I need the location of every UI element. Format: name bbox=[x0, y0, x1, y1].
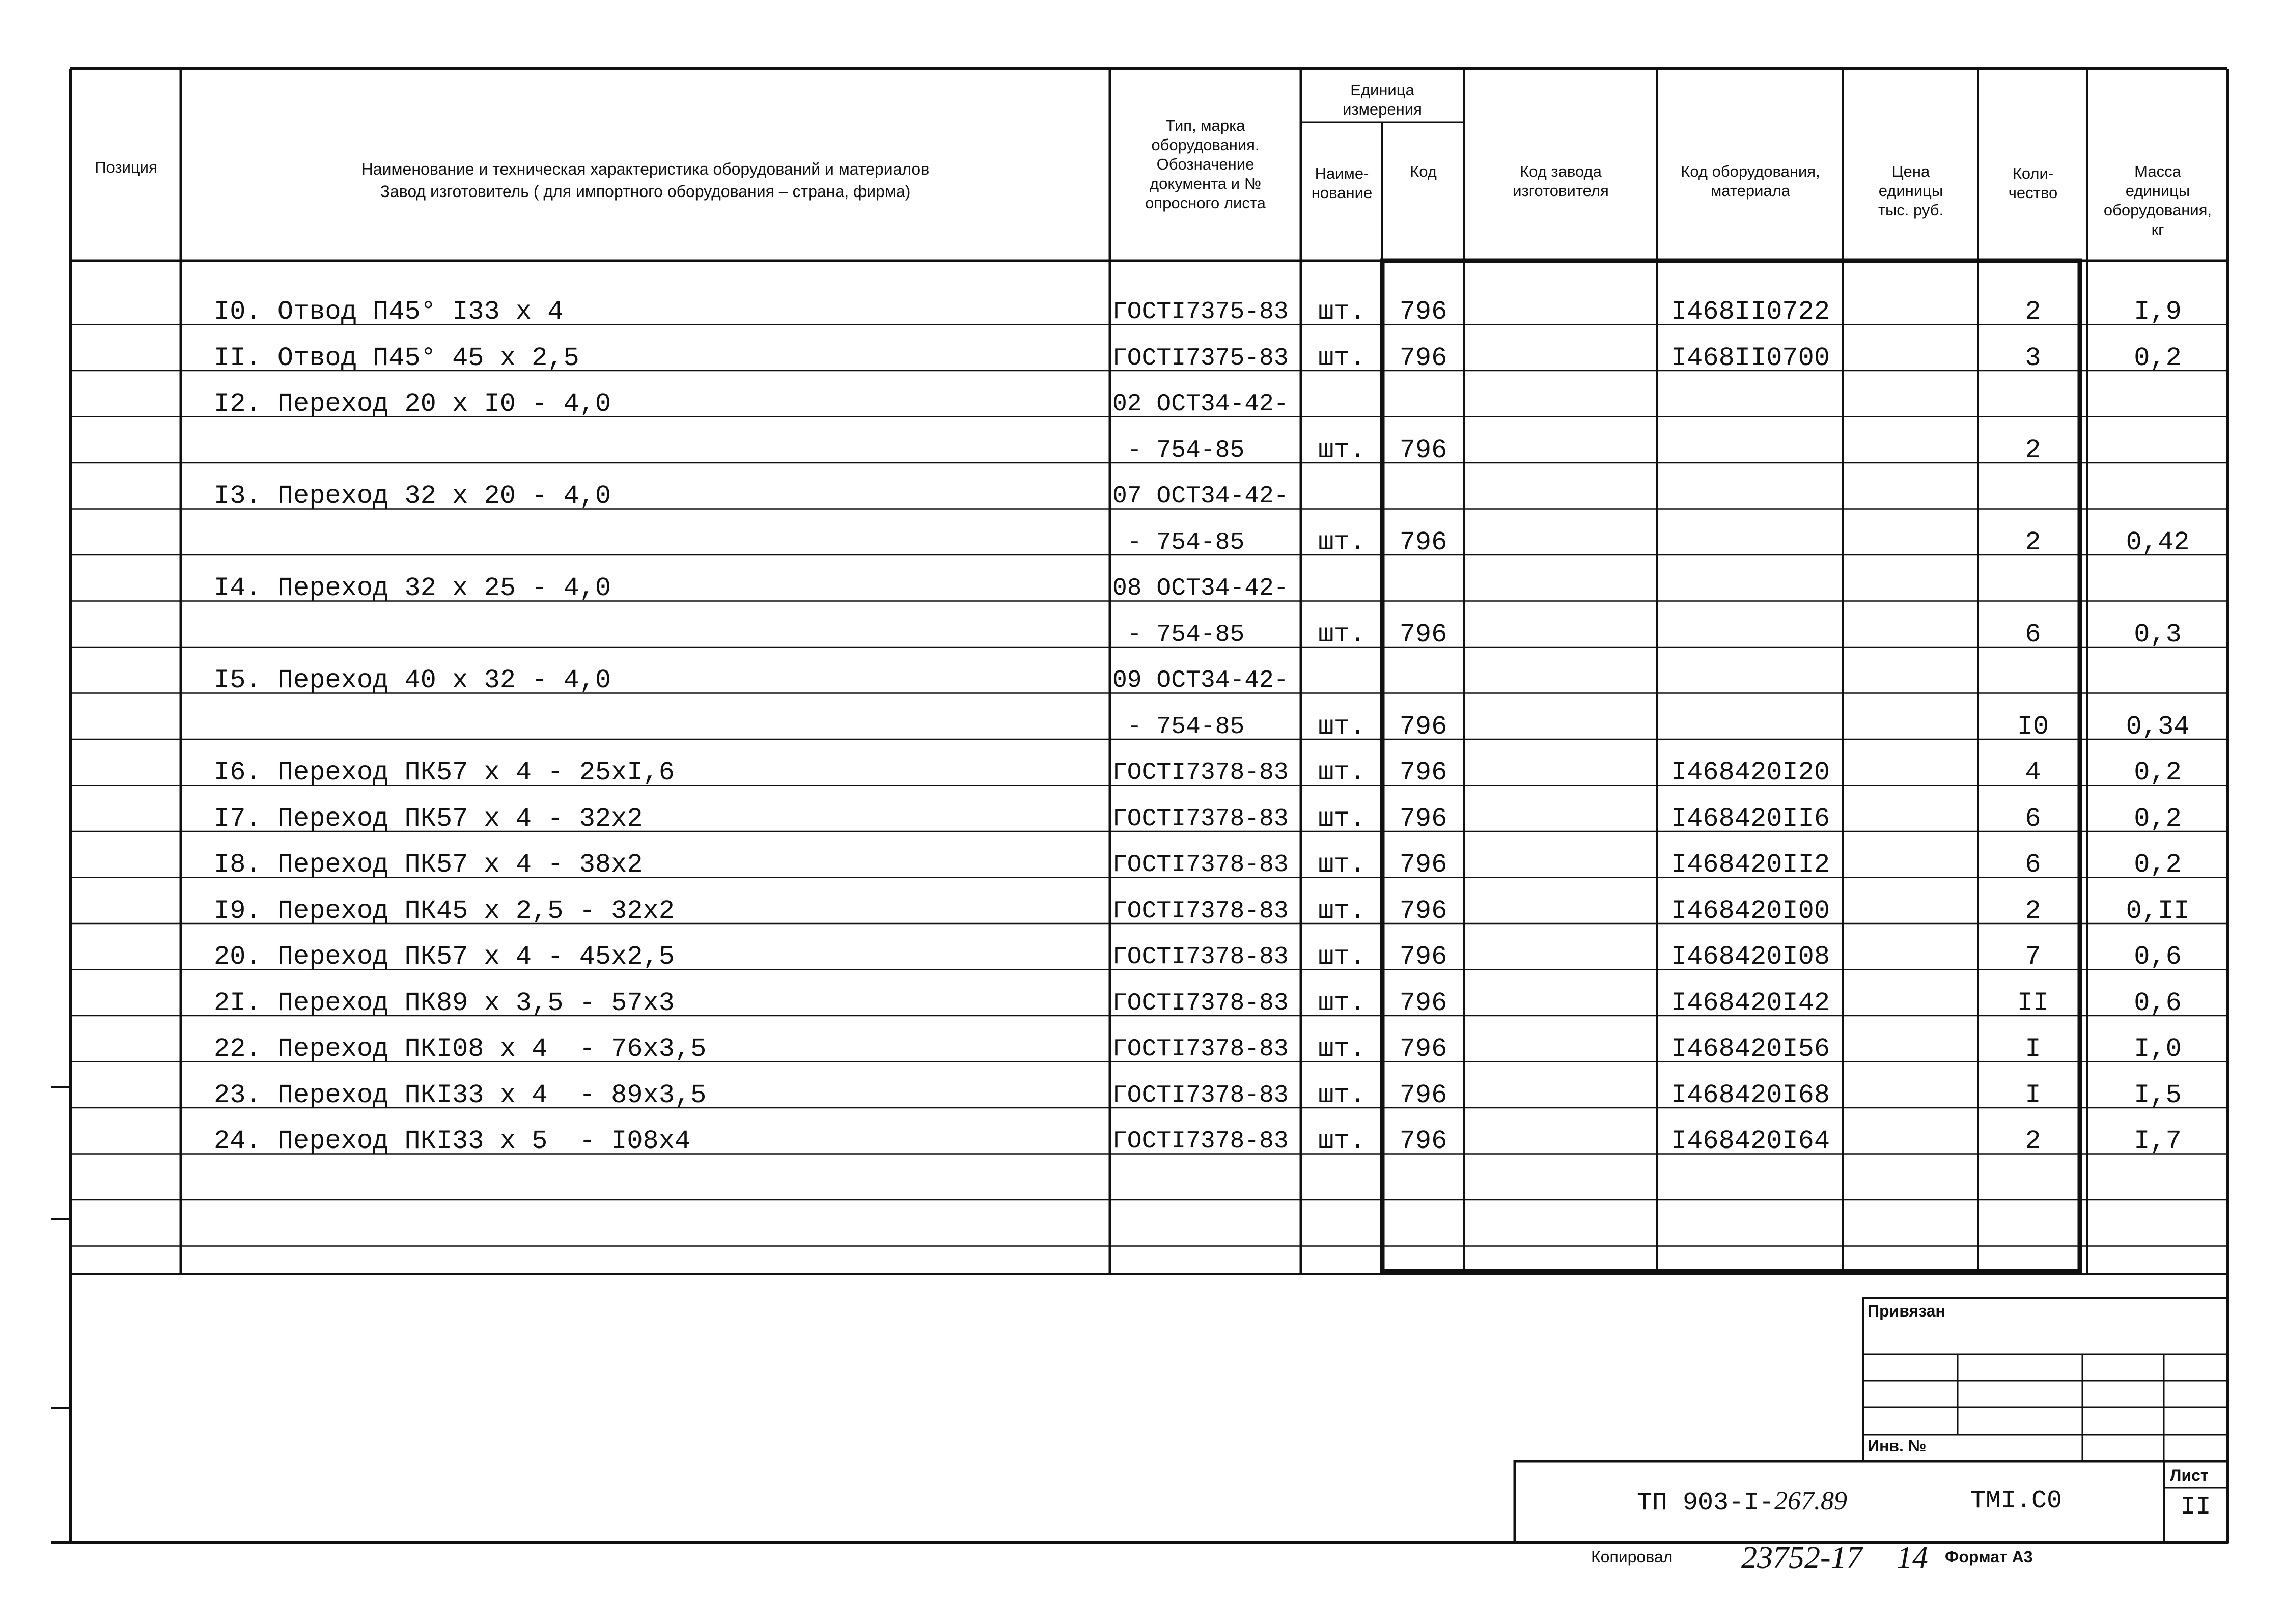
row-code: 796 bbox=[1399, 297, 1447, 327]
row-code: 796 bbox=[1399, 1034, 1447, 1064]
row-mass: 0,2 bbox=[2134, 343, 2182, 373]
row-doc: 08 ОСТ34-42- bbox=[1112, 575, 1289, 602]
row-quantity: 2 bbox=[2025, 435, 2041, 465]
row-name: 2I. Переход ПК89 x 3,5 - 57x3 bbox=[214, 988, 675, 1018]
row-doc: - 754-85 bbox=[1112, 621, 1245, 649]
row-mass: 0,2 bbox=[2134, 758, 2182, 788]
header-mass: Масса единицы оборудования, кг bbox=[2103, 162, 2212, 238]
row-doc: - 754-85 bbox=[1112, 528, 1245, 556]
row-quantity: 6 bbox=[2025, 619, 2041, 650]
header-unit-group: Единица измерения bbox=[1343, 81, 1422, 118]
row-doc: ГОСТI7378-83 bbox=[1112, 759, 1289, 787]
row-code: 796 bbox=[1399, 1080, 1447, 1110]
header-price: Цена единицы тыс. руб. bbox=[1878, 162, 1944, 219]
row-doc: ГОСТI7378-83 bbox=[1112, 1081, 1289, 1109]
row-doc: ГОСТI7378-83 bbox=[1112, 897, 1289, 925]
row-unit: шт. bbox=[1318, 1126, 1366, 1156]
row-quantity: 2 bbox=[2025, 527, 2041, 557]
row-mass: I,5 bbox=[2134, 1080, 2182, 1110]
row-equipment-code: I468420I56 bbox=[1670, 1034, 1830, 1064]
stamp-sheet-number: II bbox=[2180, 1493, 2211, 1522]
row-equipment-code: I468420I64 bbox=[1670, 1126, 1830, 1156]
row-name: I8. Переход ПК57 x 4 - 38x2 bbox=[214, 850, 643, 880]
row-name: I2. Переход 20 x I0 - 4,0 bbox=[214, 389, 611, 419]
row-quantity: 2 bbox=[2025, 1126, 2041, 1156]
row-equipment-code: I468420I42 bbox=[1670, 988, 1830, 1018]
row-unit: шт. bbox=[1318, 343, 1366, 373]
row-mass: 0,2 bbox=[2134, 850, 2182, 880]
row-name: I7. Переход ПК57 x 4 - 32x2 bbox=[214, 803, 643, 834]
row-name: I0. Отвод П45° I33 x 4 bbox=[214, 297, 564, 327]
row-unit: шт. bbox=[1318, 1080, 1366, 1110]
row-quantity: 6 bbox=[2025, 803, 2041, 834]
footer-order-sub: 14 bbox=[1897, 1541, 1928, 1575]
row-unit: шт. bbox=[1318, 803, 1366, 834]
row-doc: ГОСТI7375-83 bbox=[1112, 344, 1289, 372]
row-doc: ГОСТI7378-83 bbox=[1112, 1128, 1289, 1155]
header-type: Тип, марка оборудования. Обозначение документа и № опросного листа bbox=[1145, 117, 1266, 212]
row-unit: шт. bbox=[1318, 942, 1366, 972]
row-unit: шт. bbox=[1318, 619, 1366, 650]
row-unit: шт. bbox=[1318, 850, 1366, 880]
footer-format: Формат А3 bbox=[1945, 1548, 2033, 1566]
header-plant-code: Код завода изготовителя bbox=[1513, 162, 1609, 200]
row-quantity: 2 bbox=[2025, 895, 2041, 926]
row-code: 796 bbox=[1399, 850, 1447, 880]
row-code: 796 bbox=[1399, 988, 1447, 1018]
row-name: I3. Переход 32 x 20 - 4,0 bbox=[214, 481, 611, 511]
footer-copied: Копировал bbox=[1591, 1548, 1673, 1566]
row-code: 796 bbox=[1399, 343, 1447, 373]
header-unit-name: Наиме- нование bbox=[1311, 164, 1373, 202]
footer-order-number: 23752-17 bbox=[1741, 1541, 1862, 1575]
row-code: 796 bbox=[1399, 895, 1447, 926]
row-quantity: II bbox=[2017, 988, 2049, 1018]
row-code: 796 bbox=[1399, 758, 1447, 788]
row-mass: 0,6 bbox=[2134, 942, 2182, 972]
row-mass: 0,34 bbox=[2126, 711, 2190, 742]
row-code: 796 bbox=[1399, 527, 1447, 557]
stamp-sheet-code: ТМI.С0 bbox=[1970, 1487, 2063, 1516]
row-unit: шт. bbox=[1318, 435, 1366, 465]
row-code: 796 bbox=[1399, 435, 1447, 465]
row-mass: 0,42 bbox=[2126, 527, 2190, 557]
row-doc: 09 ОСТ34-42- bbox=[1112, 667, 1289, 694]
row-code: 796 bbox=[1399, 942, 1447, 972]
row-doc: ГОСТI7378-83 bbox=[1112, 989, 1289, 1017]
row-doc: 07 ОСТ34-42- bbox=[1112, 483, 1289, 510]
row-mass: I,7 bbox=[2134, 1126, 2182, 1156]
row-name: 23. Переход ПКI33 x 4 - 89x3,5 bbox=[214, 1080, 707, 1110]
header-position: Позиция bbox=[95, 158, 157, 176]
row-equipment-code: I468420I20 bbox=[1670, 758, 1830, 788]
row-doc: - 754-85 bbox=[1112, 436, 1245, 464]
row-code: 796 bbox=[1399, 711, 1447, 742]
row-mass: 0,II bbox=[2126, 895, 2190, 926]
row-doc: ГОСТI7378-83 bbox=[1112, 805, 1289, 833]
row-quantity: 2 bbox=[2025, 297, 2041, 327]
row-doc: ГОСТI7378-83 bbox=[1112, 851, 1289, 879]
row-quantity: I bbox=[2025, 1034, 2041, 1064]
row-equipment-code: I468II0700 bbox=[1670, 343, 1830, 373]
row-equipment-code: I468II0722 bbox=[1670, 297, 1830, 327]
header-unit-code: Код bbox=[1410, 162, 1437, 180]
row-name: 22. Переход ПКI08 x 4 - 76x3,5 bbox=[214, 1034, 707, 1064]
row-quantity: 4 bbox=[2025, 758, 2041, 788]
row-doc: 02 ОСТ34-42- bbox=[1112, 390, 1289, 418]
header-quantity: Коли- чество bbox=[2008, 164, 2058, 202]
row-unit: шт. bbox=[1318, 988, 1366, 1018]
stamp-bound-label: Привязан bbox=[1868, 1302, 1945, 1320]
row-doc: ГОСТI7378-83 bbox=[1112, 943, 1289, 971]
row-equipment-code: I468420I68 bbox=[1670, 1080, 1830, 1110]
row-unit: шт. bbox=[1318, 527, 1366, 557]
row-unit: шт. bbox=[1318, 711, 1366, 742]
row-name: II. Отвод П45° 45 x 2,5 bbox=[214, 343, 579, 373]
row-quantity: 3 bbox=[2025, 343, 2041, 373]
row-name: I4. Переход 32 x 25 - 4,0 bbox=[214, 573, 611, 603]
row-quantity: I bbox=[2025, 1080, 2041, 1110]
row-equipment-code: I468420I00 bbox=[1670, 895, 1830, 926]
header-name-line1: Наименование и техническая характеристика оборудований и материалов bbox=[361, 160, 930, 178]
stamp-doc-number: ТП 903-I-267.89 bbox=[1637, 1487, 1848, 1518]
header-equipment-code: Код оборудования, материала bbox=[1681, 162, 1820, 200]
row-mass: I,9 bbox=[2134, 297, 2182, 327]
row-unit: шт. bbox=[1318, 1034, 1366, 1064]
row-mass: 0,3 bbox=[2134, 619, 2182, 650]
row-quantity: I0 bbox=[2017, 711, 2049, 742]
row-doc: ГОСТI7375-83 bbox=[1112, 298, 1289, 326]
stamp-sheet-label: Лист bbox=[2170, 1466, 2209, 1485]
stamp-inv-label: Инв. № bbox=[1868, 1437, 1927, 1455]
stamp-doc-number-handwritten: 267.89 bbox=[1774, 1487, 1848, 1516]
row-code: 796 bbox=[1399, 1126, 1447, 1156]
row-unit: шт. bbox=[1318, 895, 1366, 926]
row-quantity: 7 bbox=[2025, 942, 2041, 972]
row-doc: - 754-85 bbox=[1112, 713, 1245, 741]
row-equipment-code: I468420II6 bbox=[1670, 803, 1830, 834]
row-mass: I,0 bbox=[2134, 1034, 2182, 1064]
row-name: 24. Переход ПКI33 x 5 - I08x4 bbox=[214, 1126, 691, 1156]
row-equipment-code: I468420I08 bbox=[1670, 942, 1830, 972]
row-name: I9. Переход ПК45 x 2,5 - 32x2 bbox=[214, 895, 675, 926]
row-code: 796 bbox=[1399, 619, 1447, 650]
row-equipment-code: I468420II2 bbox=[1670, 850, 1830, 880]
row-quantity: 6 bbox=[2025, 850, 2041, 880]
row-name: I6. Переход ПК57 x 4 - 25xI,6 bbox=[214, 758, 675, 788]
row-unit: шт. bbox=[1318, 758, 1366, 788]
header-name-line2: Завод изготовитель ( для импортного оборудования – страна, фирма) bbox=[380, 182, 911, 201]
row-name: I5. Переход 40 x 32 - 4,0 bbox=[214, 665, 611, 695]
row-name: 20. Переход ПК57 x 4 - 45x2,5 bbox=[214, 942, 675, 972]
row-mass: 0,2 bbox=[2134, 803, 2182, 834]
row-doc: ГОСТI7378-83 bbox=[1112, 1035, 1289, 1063]
row-mass: 0,6 bbox=[2134, 988, 2182, 1018]
row-unit: шт. bbox=[1318, 297, 1366, 327]
row-code: 796 bbox=[1399, 803, 1447, 834]
